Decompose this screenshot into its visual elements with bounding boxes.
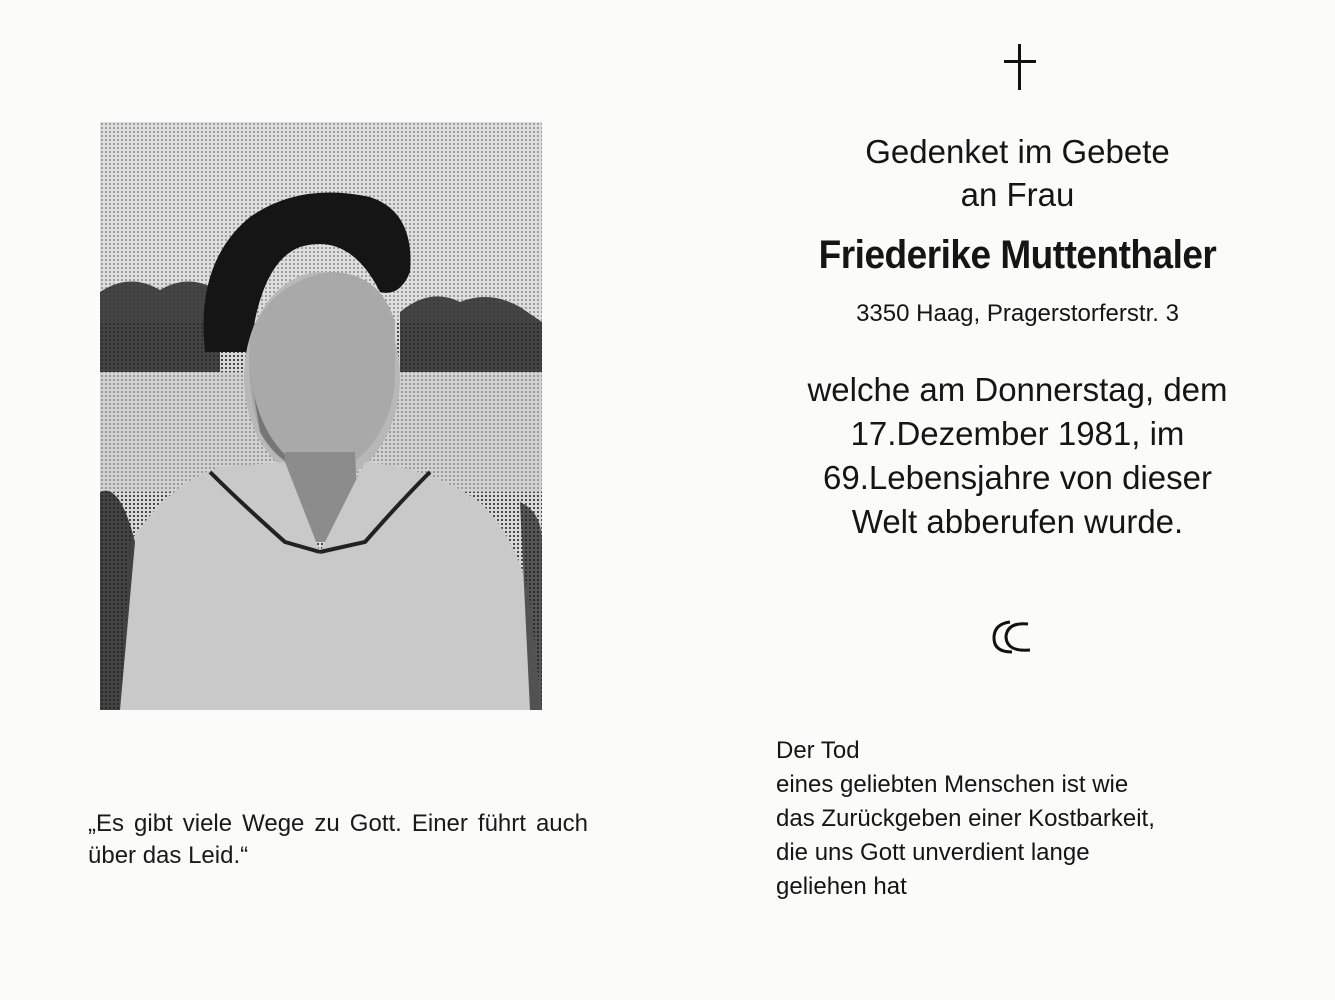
death-notice	[740, 368, 1295, 544]
quote-text: „Es gibt viele Wege zu Gott. Einer führt auch über das Leid.“	[88, 810, 588, 869]
saying-line: das Zurückgeben einer Kostbarkeit,	[776, 805, 1155, 832]
headline	[740, 130, 1295, 216]
closing-saying	[776, 734, 1296, 904]
headline-line: Gedenket im Gebete	[865, 133, 1170, 170]
cross-icon	[1000, 44, 1040, 90]
deceased-name: Friederike Muttenthaler	[818, 232, 1217, 277]
notice-line: 17.Dezember 1981, im	[850, 415, 1185, 452]
notice-line: welche am Donnerstag, dem	[807, 371, 1228, 408]
saying-line: Der Tod	[776, 737, 860, 764]
double-c-emblem-icon	[986, 614, 1042, 658]
notice-line: 69.Lebensjahre von dieser	[823, 459, 1212, 496]
saying-line: eines geliebten Menschen ist wie	[776, 771, 1129, 798]
saying-line: die uns Gott unverdient lange	[776, 839, 1090, 866]
portrait-photo	[100, 122, 542, 710]
notice-line: Welt abberufen wurde.	[851, 503, 1184, 540]
saying-line: geliehen hat	[776, 873, 907, 900]
headline-line: an Frau	[960, 176, 1075, 213]
address: 3350 Haag, Pragerstorferstr. 3	[856, 300, 1179, 327]
